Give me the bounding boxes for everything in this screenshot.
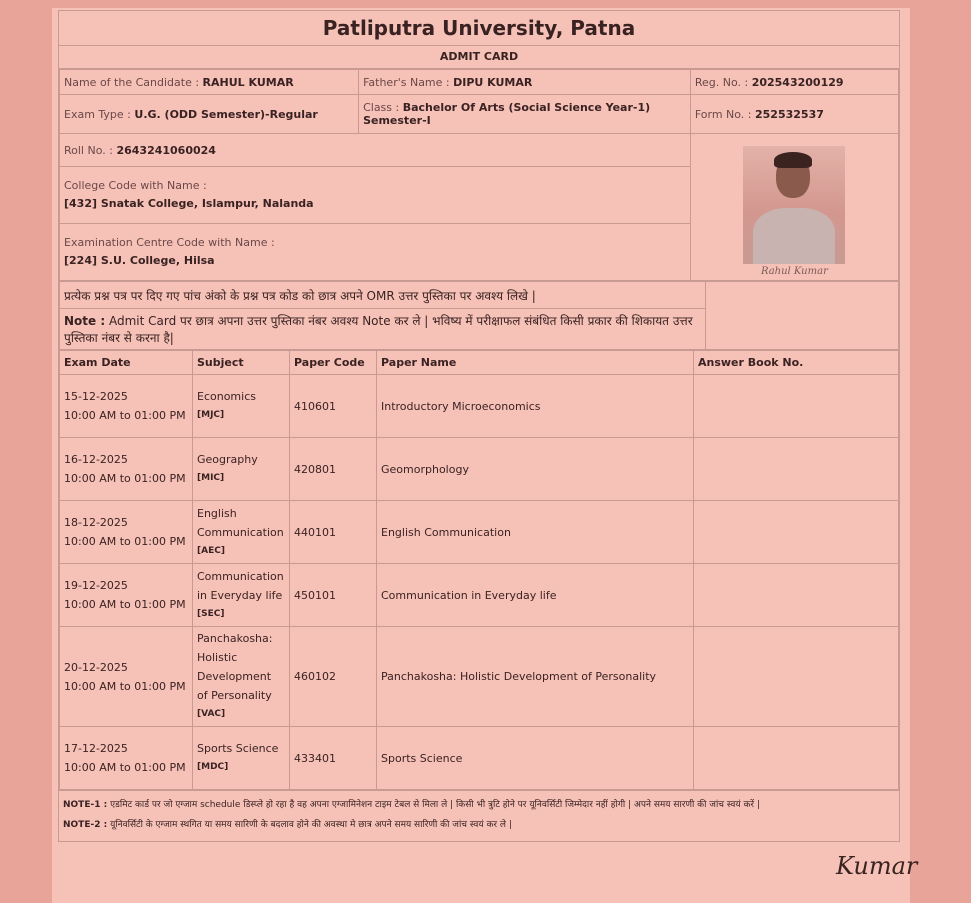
- header-subject: Subject: [193, 351, 290, 375]
- paper-code: 460102: [290, 627, 377, 727]
- note-2-label: NOTE-2 :: [63, 820, 108, 830]
- paper-code: 420801: [290, 438, 377, 501]
- university-title: Patliputra University, Patna: [59, 11, 899, 46]
- table-row: [60, 375, 899, 438]
- exam-type: U.G. (ODD Semester)-Regular: [134, 107, 318, 121]
- candidate-photo: [743, 146, 845, 264]
- instruction-note-label: Note :: [64, 314, 106, 328]
- reg-no-cell: [690, 70, 898, 95]
- exam-time: 10:00 AM to 01:00 PM: [64, 598, 186, 611]
- table-row: [60, 727, 899, 790]
- class-label: Class :: [363, 101, 400, 114]
- exam-date-cell: [60, 438, 193, 501]
- college-name: [432] Snatak College, Islampur, Nalanda: [64, 197, 314, 210]
- roll-no-label: Roll No. :: [64, 143, 113, 157]
- exam-date-cell: [60, 727, 193, 790]
- subject-cell: [193, 627, 290, 727]
- exam-time: 10:00 AM to 01:00 PM: [64, 535, 186, 548]
- paper-name: Geomorphology: [377, 438, 694, 501]
- exam-date-cell: [60, 375, 193, 438]
- subject-cell: [193, 501, 290, 564]
- answer-book-no: [694, 564, 899, 627]
- paper-name: Communication in Everyday life: [377, 564, 694, 627]
- exam-time: 10:00 AM to 01:00 PM: [64, 472, 186, 485]
- class-cell: [359, 95, 691, 134]
- exam-date: 16-12-2025: [64, 453, 128, 466]
- subject-name: Panchakosha: Holistic Development of Personality: [197, 632, 273, 702]
- table-row: [60, 564, 899, 627]
- father-name-label: Father's Name :: [363, 75, 450, 89]
- schedule-header-row: [60, 351, 899, 375]
- table-row: [60, 438, 899, 501]
- subject-name: Sports Science: [197, 742, 279, 755]
- class-value: Bachelor Of Arts (Social Science Year-1) Semester-I: [363, 101, 651, 127]
- candidate-name: RAHUL KUMAR: [202, 75, 294, 89]
- note-1-label: NOTE-1 :: [63, 800, 108, 810]
- exam-time: 10:00 AM to 01:00 PM: [64, 679, 186, 693]
- exam-date-cell: [60, 564, 193, 627]
- father-name-cell: [359, 70, 691, 95]
- subject-tag: [AEC]: [197, 545, 225, 556]
- header-answer-book: Answer Book No.: [694, 351, 899, 375]
- exam-date: 15-12-2025: [64, 390, 128, 403]
- exam-type-cell: [60, 95, 359, 134]
- paper-name: Panchakosha: Holistic Development of Personality: [377, 627, 694, 727]
- paper-code: 450101: [290, 564, 377, 627]
- instructions-table: [59, 281, 899, 350]
- exam-date: 19-12-2025: [64, 579, 128, 592]
- subject-name: Geography: [197, 453, 258, 466]
- table-row: [60, 501, 899, 564]
- paper-name: English Communication: [377, 501, 694, 564]
- subject-tag: [MDC]: [197, 762, 229, 772]
- subject-tag: [MIC]: [197, 473, 225, 483]
- centre-name: [224] S.U. College, Hilsa: [64, 254, 215, 267]
- instruction-line: प्रत्येक प्रश्न पत्र पर दिए गए पांच अंको के प्रश्न पत्र कोड को छात्र अपने OMR उत्तर पुस्तिका पर अवश्य लिखे |: [60, 282, 706, 309]
- exam-date-cell: [60, 501, 193, 564]
- roll-no: 2643241060024: [116, 143, 216, 157]
- subject-cell: [193, 564, 290, 627]
- candidate-name-label: Name of the Candidate :: [64, 75, 200, 89]
- candidate-info-table: [59, 69, 899, 281]
- roll-no-cell: [60, 134, 691, 167]
- subject-cell: [193, 375, 290, 438]
- exam-schedule-table: [59, 350, 899, 790]
- admit-card-heading: ADMIT CARD: [59, 46, 899, 69]
- subject-name: English Communication: [197, 506, 284, 539]
- subject-cell: [193, 438, 290, 501]
- candidate-signature: Rahul Kumar: [760, 266, 828, 277]
- form-no-label: Form No. :: [694, 107, 752, 121]
- form-no-cell: [690, 95, 898, 134]
- form-no: 252532537: [755, 107, 824, 121]
- note-2-text: यूनिवर्सिटी के एग्जाम स्थगित या समय सारिणी के बदलाव होने की अवस्था मे छात्र अपने समय सारिणी की जांच स्वयं कर ले |: [110, 820, 512, 830]
- reg-no: 202543200129: [751, 75, 844, 89]
- note-1: [63, 795, 895, 815]
- college-cell: [60, 167, 691, 224]
- instruction-note-text: Admit Card पर छात्र अपना उत्तर पुस्तिका नंबर अवश्य Note कर ले | भविष्य में परीक्षाफल संबंधित किसी प्रकार की शिकायत उत्तर पुस्तिका नंबर से करना है|: [64, 314, 693, 345]
- answer-book-no: [694, 627, 899, 727]
- paper-name: Introductory Microeconomics: [377, 375, 694, 438]
- centre-label: Examination Centre Code with Name :: [64, 236, 275, 249]
- note-1-text: एडमिट कार्ड पर जो एग्जाम schedule डिस्प्ले हो रहा है वह अपना एग्जामिनेशन टाइम टेबल से मिला ले | किसी भी त्रुटि होने पर यूनिवर्सिटी जिम्मेदार नहीं होगी | अपने समय सारणी की जांच स्वयं करें |: [110, 800, 760, 810]
- photo-cell: [690, 134, 898, 281]
- father-name: DIPU KUMAR: [453, 75, 533, 89]
- answer-book-no: [694, 501, 899, 564]
- paper-name: Sports Science: [377, 727, 694, 790]
- exam-date: 17-12-2025: [64, 742, 128, 755]
- exam-date: 20-12-2025: [64, 660, 128, 674]
- instruction-note: [60, 309, 706, 350]
- header-exam-date: Exam Date: [60, 351, 193, 375]
- subject-tag: [MJC]: [197, 410, 225, 420]
- header-paper-code: Paper Code: [290, 351, 377, 375]
- exam-date: 18-12-2025: [64, 516, 128, 529]
- exam-type-label: Exam Type :: [64, 107, 131, 121]
- exam-date-cell: [60, 627, 193, 727]
- paper-code: 433401: [290, 727, 377, 790]
- subject-name: Communication in Everyday life: [197, 569, 284, 602]
- note-2: [63, 815, 895, 835]
- admit-card: [58, 10, 900, 842]
- centre-cell: [60, 224, 691, 281]
- paper-code: 440101: [290, 501, 377, 564]
- exam-time: 10:00 AM to 01:00 PM: [64, 761, 186, 774]
- paper-code: 410601: [290, 375, 377, 438]
- subject-tag: [VAC]: [197, 709, 226, 719]
- table-row: [60, 627, 899, 727]
- answer-book-no: [694, 438, 899, 501]
- answer-book-no: [694, 375, 899, 438]
- subject-cell: [193, 727, 290, 790]
- subject-tag: [SEC]: [197, 608, 225, 619]
- notes-section: [59, 790, 899, 841]
- subject-name: Economics: [197, 390, 256, 403]
- authority-signature: Kumar: [836, 852, 918, 880]
- reg-no-label: Reg. No. :: [694, 75, 749, 89]
- answer-book-no: [694, 727, 899, 790]
- instruction-blank: [706, 282, 899, 350]
- exam-time: 10:00 AM to 01:00 PM: [64, 409, 186, 422]
- header-paper-name: Paper Name: [377, 351, 694, 375]
- candidate-name-cell: [60, 70, 359, 95]
- college-label: College Code with Name :: [64, 179, 207, 192]
